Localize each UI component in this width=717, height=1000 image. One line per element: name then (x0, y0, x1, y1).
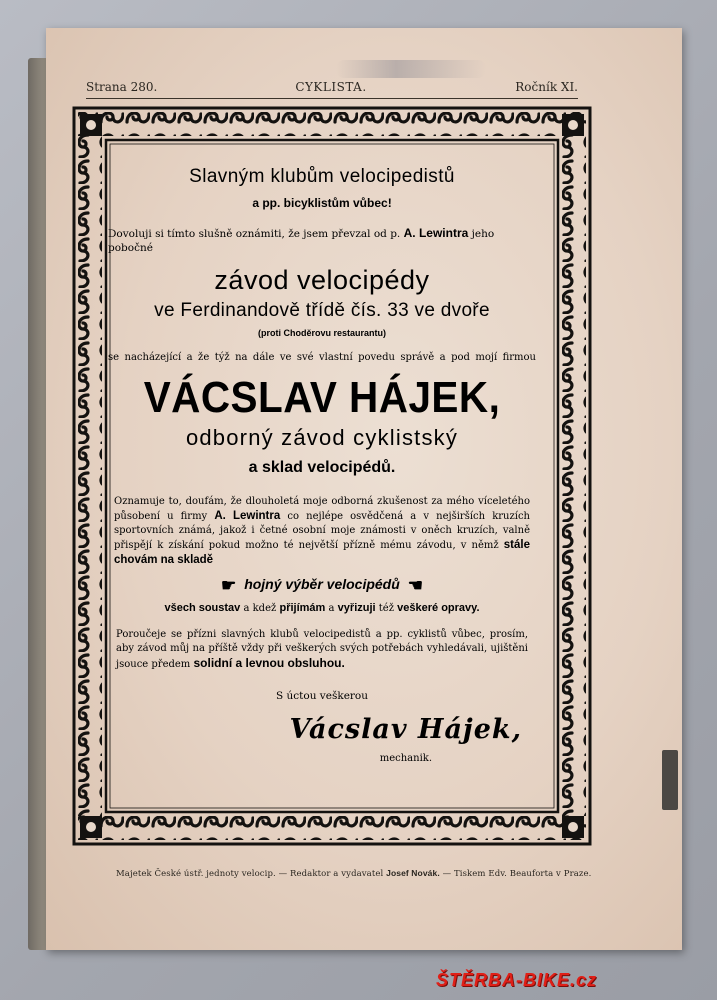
repairs-c: přijímám (279, 602, 326, 614)
volume-number: Ročník XI. (515, 80, 578, 94)
club-greeting-sub: a pp. bicyklistům vůbec! (252, 196, 392, 210)
business-heading: závod velocipédy (214, 265, 430, 295)
repairs-g: veškeré opravy. (397, 602, 480, 614)
selection-line (108, 576, 536, 596)
selection-text: hojný výběr velocipédů (244, 576, 400, 592)
club-greeting: Slavným klubům velocipedistů (189, 166, 455, 187)
experience-text-a: Oznamuje to, doufám, že dlouholetá moje odborná zkušenost za mého víceletého působení u firmy (114, 496, 530, 522)
repairs-line (108, 602, 536, 614)
repairs-f: též (378, 603, 394, 614)
page-number: Strana 280. (86, 80, 158, 94)
experience-bold: stále chovám na skladě (114, 539, 530, 566)
paper-wear-mark (336, 60, 486, 78)
pointing-hand-left-icon: ☚ (407, 576, 424, 595)
experience-paragraph (108, 495, 536, 568)
signature: Vácslav Hájek, (289, 714, 522, 745)
page-header (86, 80, 578, 96)
watermark (436, 962, 597, 993)
firm-subline: a sklad velocipédů. (248, 459, 396, 476)
intro-name: A. Lewintra (403, 226, 469, 240)
pointing-hand-right-icon: ☛ (220, 576, 237, 595)
closing-bold: solidní a levnou obsluhou. (193, 656, 345, 670)
firm-paragraph: se nacházející a že týž na dále ve své vlastní povedu správě a pod mojí firmou (108, 352, 536, 363)
watermark-main: ŠTĚRBA-BIKE (436, 970, 571, 990)
repairs-d: a (328, 603, 335, 614)
header-rule (86, 98, 578, 99)
watermark-suffix: .cz (570, 970, 598, 990)
footer-printer: — Tiskem Edv. Beaufortа v Praze. (442, 869, 592, 879)
signature-title: mechanik. (379, 753, 432, 764)
salutation: S úctou veškerou (275, 690, 369, 702)
experience-text-b: co nejlépe osvědčená a v nejširších kruzích sportovních známá, jakož i četné osobní moje známosti v oněch kruzích, valně přispějí k získání pokud možno té největší přízně mému závodu, v němž (114, 511, 530, 551)
business-address: ve Ferdinandově třídě čís. 33 ve dvoře (154, 300, 490, 321)
intro-text: Dovoluji si tímto slušně oznámiti, že jsem převzal od p. (108, 228, 401, 240)
repairs-e: vyřizuji (337, 602, 376, 614)
experience-name: A. Lewintra (214, 510, 281, 522)
page-footer (116, 868, 596, 879)
repairs-a: všech soustav (164, 602, 241, 614)
firm-description: odborný závod cyklistský (185, 425, 459, 450)
advertisement (108, 166, 536, 764)
page-tab (662, 750, 678, 810)
closing-text: Poroučeje se přízni slavných klubů velocipedistů a pp. cyklistů vůbec, prosím, aby závod můj na příště vždy při veškerých svých potřebách vyhledávali, ujištěni jsouce předem (116, 629, 528, 670)
footer-editor: Josef Novák. (386, 868, 440, 878)
intro-text-end: jeho pobočné (108, 228, 495, 254)
intro-paragraph (108, 226, 536, 255)
footer-publisher: Majetek České ústř. jednoty velocip. — Redaktor a vydavatel (116, 869, 384, 879)
address-note: (proti Choděrovu restaurantu) (257, 328, 386, 338)
firm-name: VÁCSLAV HÁJEK, (143, 373, 501, 422)
magazine-title: CYKLISTA. (295, 80, 367, 94)
closing-paragraph (108, 628, 536, 672)
repairs-b: a kdež (243, 603, 277, 614)
